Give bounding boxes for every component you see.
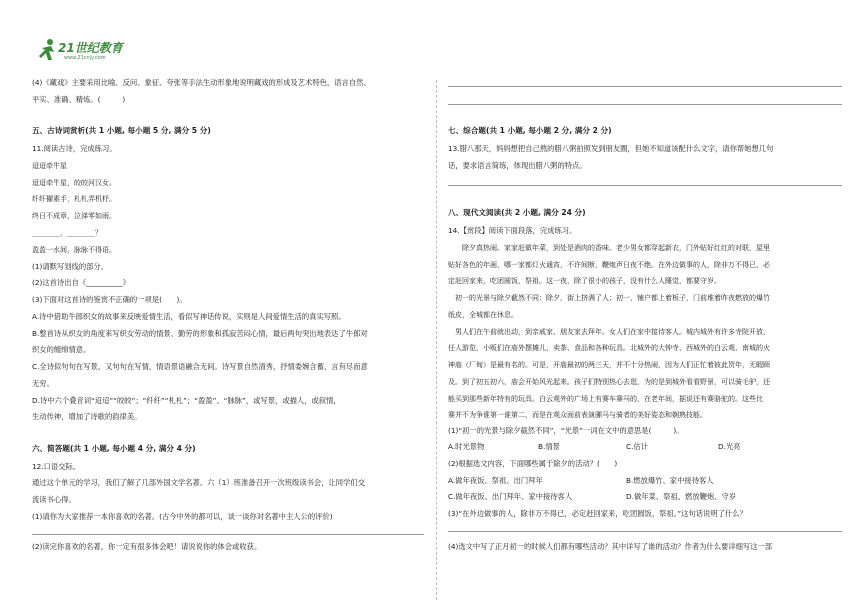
section6-heading: 六、简答题(共 1 小题, 每小题 4 分, 满分 4 分) — [32, 444, 196, 453]
logo-url: www.21cnjy.com — [64, 55, 106, 61]
q4-line2: 平实、准确、精炼。( ) — [32, 95, 126, 104]
poem-line: 迢迢牵牛星，皎皎河汉女。 — [32, 179, 116, 187]
q12-intro: 通过这个单元的学习，我们了解了几部外国文学名著。六（1）班准备召开一次班级读书会，让同学们交 — [32, 478, 365, 487]
answer-line[interactable] — [448, 86, 842, 87]
q12-sub2: (2)读完你喜欢的名著，你一定有很多体会吧！请说说你的体会或收获。 — [32, 542, 262, 551]
q11-sub3: (3)下面对这首诗的鉴赏不正确的一项是( )。 — [32, 295, 187, 304]
column-divider — [436, 80, 437, 600]
q11-option-a: A.诗中借助牛郎织女的故事来反映爱情生活，看似写神话传说，实则是人间爱情生活的真实写照。 — [32, 312, 346, 321]
q14-1-option-b[interactable]: B.情景 — [538, 442, 560, 451]
brand-logo — [38, 38, 128, 68]
poem-line: 盈盈一水间，脉脉不得语。 — [32, 246, 116, 254]
q14-sub2: (2)根据选文内容，下面哪些属于除夕的活动？( ) — [448, 459, 618, 468]
q11-sub2: (2)这首诗出自《__________》 — [32, 278, 130, 287]
q14-2-option-d[interactable]: D.做年菜、祭祖、燃放鞭炮、守岁 — [626, 492, 737, 501]
q11-option-b-cont: 织女的缠绵情意。 — [32, 345, 91, 354]
q12-prompt: 12.口语交际。 — [32, 462, 81, 471]
q14-1-option-d[interactable]: D.光亮 — [718, 442, 741, 451]
passage-line: 除夕真热闹。家家赶做年菜，到处是酒肉的香味。老少男女都穿起新衣，门外贴好红红的对联，屋里 — [448, 244, 770, 252]
answer-line[interactable] — [32, 534, 424, 535]
q14-sub1: (1)“初一的光景与除夕截然不同”，“光景”一词在文中的意思是( )。 — [448, 426, 684, 435]
q14-1-option-a[interactable]: A.时光景物 — [448, 442, 485, 451]
passage-line: 及。到了初五初六，庙会开始风光起来。孩子们特别热心去逛，为的是到城外看看野景，可以骑毛驴，还 — [448, 378, 770, 386]
passage-line: 能买到那些新年特有的玩具。白云观外的广场上有赛车赛马的，在老年间，据说还有赛骆驼的。这些比 — [448, 395, 763, 403]
q14-prompt: 14.【赏段】阅读下面段落，完成练习。 — [448, 226, 577, 235]
passage-line: 定赶回家来，吃团圆饭，祭祖。这一夜，除了很小的孩子，没有什么人睡觉，都要守岁。 — [448, 277, 721, 285]
passage-line: 神庙（厂甸）是最有名的。可是，开庙最初的两三天，并不十分热闹，因为人们正忙着彼此贺年，无暇顾 — [448, 361, 770, 369]
section7-heading: 七、综合题(共 1 小题, 每小题 2 分, 满分 2 分) — [448, 126, 612, 135]
q14-2-option-c[interactable]: C.做年夜饭、出门拜年、家中接待客人 — [448, 492, 573, 501]
q11-option-c: C.全诗似句句在写景，又句句在写情，情语景语融合无间。诗写景自然清秀，抒情委婉含蓄，言有尽而意 — [32, 362, 368, 371]
passage-line: 初一的光景与除夕截然不同：除夕，街上挤满了人；初一，铺户都上着板子，门前堆着昨夜燃放的爆竹 — [448, 294, 770, 302]
q13-prompt: 13.腊八那天，妈妈想把自己熬的腊八粥拍照发到朋友圈，但她不知道该配什么文字，请你帮她想几句 — [448, 144, 774, 153]
q13-prompt-cont: 话，要求语言简练，体现出腊八粥的特点。 — [448, 161, 587, 170]
q14-2-option-a[interactable]: A.做年夜饭、祭祖、出门拜年 — [448, 476, 543, 485]
answer-line[interactable] — [448, 185, 842, 186]
q14-1-option-c[interactable]: C.估计 — [626, 442, 649, 451]
passage-line: 纸皮，全城都在休息。 — [448, 311, 518, 319]
logo-brand-text: 21世纪教育 — [58, 41, 123, 55]
answer-line[interactable] — [448, 104, 842, 105]
poem-line: 终日不成章，泣涕零如雨。 — [32, 212, 116, 220]
q14-sub4: (4)选文中写了正月初一的时候人们都有哪些活动？其中详写了谁的活动？作者为什么要详细写这一部 — [448, 542, 773, 551]
poem-title: 迢迢牵牛星 — [32, 162, 67, 170]
q11-option-d: D.诗中六个叠音词“迢迢”“皎皎”；“纤纤”“札札”；“盈盈”、“脉脉”，或写景，或描人，或叙情， — [32, 396, 341, 405]
passage-line: 男人们在午前就出动，到亲戚家、朋友家去拜年。女人们在家中接待客人。城内城外有许多寺院开放， — [448, 328, 770, 336]
q14-sub3: (3)“在外边做事的人，除非万不得已，必定赶回家来，吃团圆饭，祭祖。”这句话说明了什么？ — [448, 509, 747, 518]
q12-intro-cont: 流读书心得。 — [32, 495, 76, 504]
section5-heading: 五、古诗词赏析(共 1 小题, 每小题 5 分, 满分 5 分) — [32, 126, 211, 135]
q4-line1: (4)《藏戏》主要采用比喻、反问、象征、夸张等手法生动形象地说明藏戏的形成及艺术特色，语言自然、 — [32, 78, 371, 87]
passage-line: 任人游览，小贩们在庙外摆摊儿，卖茶、食品和各种玩具。北城外的大钟寺、西城外的白云观、南城的火 — [448, 344, 770, 352]
runner-logo-icon — [38, 38, 58, 62]
poem-blank-line: ________，________？ — [32, 229, 102, 237]
q11-sub1: (1)请默写划线的部分。 — [32, 262, 109, 271]
section8-heading: 八、现代文阅读(共 2 小题, 满分 24 分) — [448, 208, 586, 217]
passage-line: 贴好各色的年画，哪一家都灯火通宵，不许间断，鞭炮声日夜不绝。在外边做事的人，除非万不得已，必 — [448, 261, 770, 269]
q14-2-option-b[interactable]: B.燃放爆竹、家中接待客人 — [626, 476, 714, 485]
q11-prompt: 11.阅读古诗，完成练习。 — [32, 144, 117, 153]
q11-option-d-cont: 生动传神，增加了诗歌的韵律美。 — [32, 412, 142, 421]
passage-line: 赛并不为争谁第一谁第二，而是在观众面前表演骡马与骑者的美好姿态和娴熟技能。 — [448, 411, 707, 419]
q12-sub1: (1)请你为大家推荐一本你喜欢的名著。(古今中外的都可以，谈一谈你对名著中主人公的评价) — [32, 512, 333, 521]
answer-line[interactable] — [448, 531, 842, 532]
poem-line: 纤纤擢素手，札札弄机杼。 — [32, 195, 116, 203]
q11-option-c-cont: 无穷。 — [32, 379, 54, 388]
q11-option-b: B.整首诗从织女的角度来写织女劳动的情景、勤劳的形象和孤寂苦闷心情，最后两句突出地表达了牛郎对 — [32, 329, 368, 338]
